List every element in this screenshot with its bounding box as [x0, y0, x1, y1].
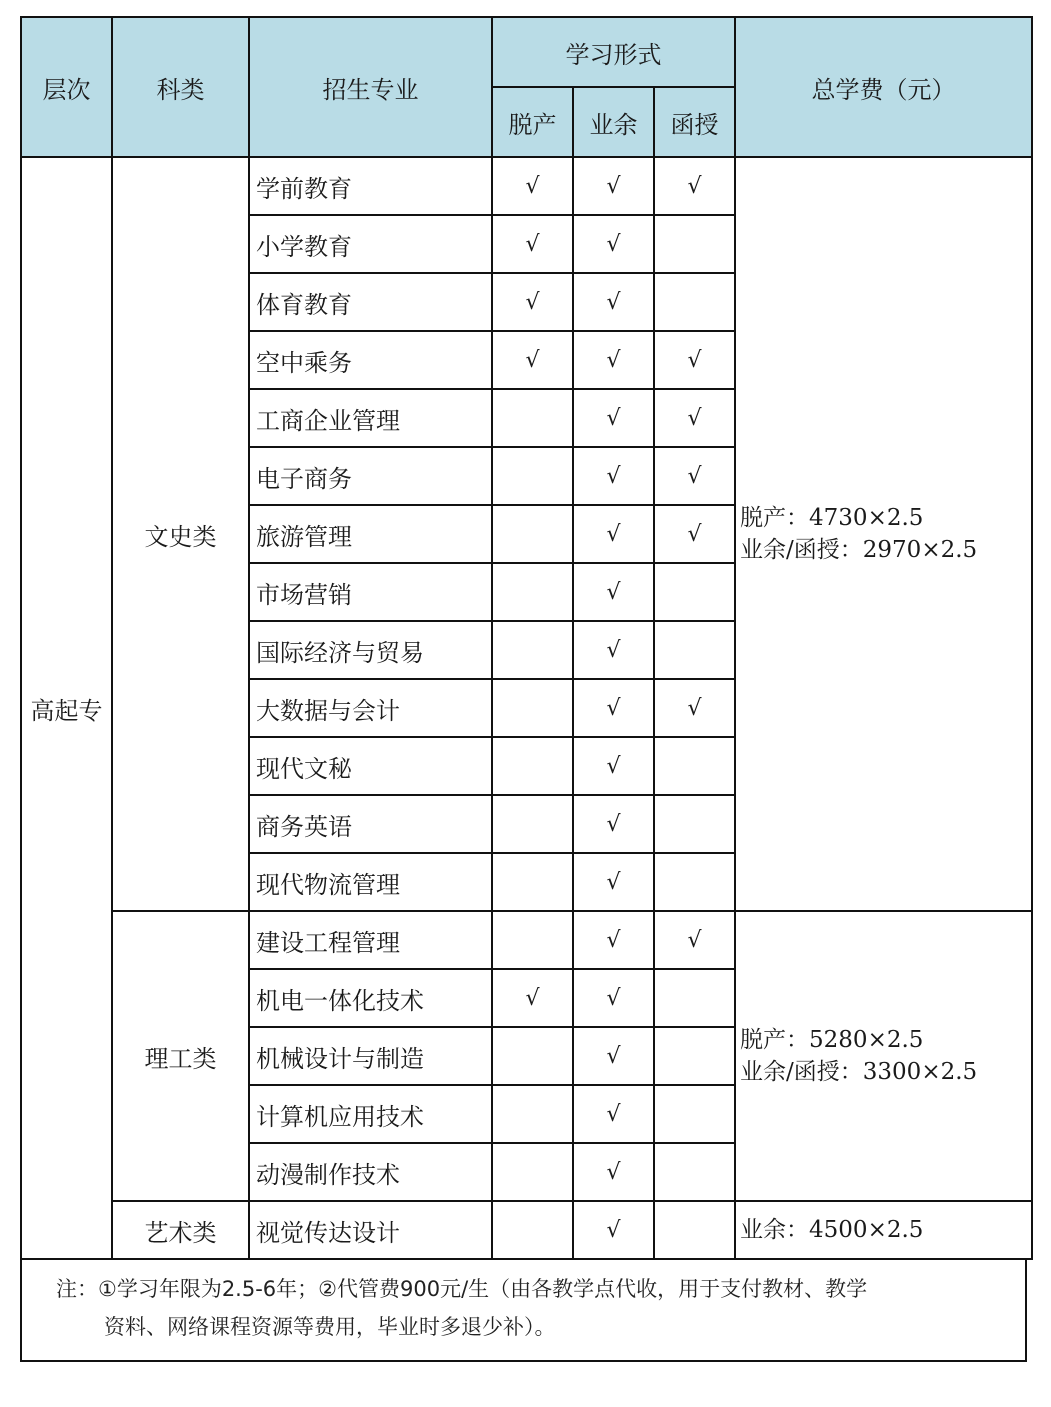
check-yeyu-cell: √ — [573, 1027, 654, 1085]
total-fee-cell — [735, 1201, 1032, 1259]
check-tuochan-cell — [492, 447, 573, 505]
major-name-cell: 动漫制作技术 — [249, 1143, 492, 1201]
check-tuochan-cell: √ — [492, 273, 573, 331]
fee-line: 脱产：5280×2.5 — [740, 1027, 924, 1053]
check-tuochan-cell — [492, 563, 573, 621]
check-hanshou-cell — [654, 1027, 735, 1085]
check-hanshou-cell — [654, 969, 735, 1027]
check-hanshou-cell: √ — [654, 911, 735, 969]
check-hanshou-cell — [654, 273, 735, 331]
major-name-cell: 工商企业管理 — [249, 389, 492, 447]
fee-line: 脱产：4730×2.5 — [740, 505, 924, 531]
fee-line: 业余：4500×2.5 — [740, 1217, 924, 1243]
check-hanshou-cell — [654, 621, 735, 679]
fee-line: 业余/函授：2970×2.5 — [740, 537, 978, 563]
header-total-fee: 总学费（元） — [735, 17, 1032, 157]
check-tuochan-cell — [492, 737, 573, 795]
major-name-cell: 机械设计与制造 — [249, 1027, 492, 1085]
check-hanshou-cell — [654, 795, 735, 853]
check-tuochan-cell — [492, 853, 573, 911]
check-tuochan-cell: √ — [492, 157, 573, 215]
major-name-cell: 国际经济与贸易 — [249, 621, 492, 679]
header-level: 层次 — [21, 17, 112, 157]
header-study-form: 学习形式 — [492, 17, 735, 87]
major-name-cell: 计算机应用技术 — [249, 1085, 492, 1143]
check-yeyu-cell: √ — [573, 1085, 654, 1143]
check-hanshou-cell: √ — [654, 679, 735, 737]
check-tuochan-cell — [492, 911, 573, 969]
major-name-cell: 旅游管理 — [249, 505, 492, 563]
table-row — [21, 1201, 1032, 1259]
check-tuochan-cell — [492, 1201, 573, 1259]
table-row — [21, 157, 1032, 215]
header-form-hanshou: 函授 — [654, 87, 735, 157]
check-hanshou-cell: √ — [654, 447, 735, 505]
major-name-cell: 视觉传达设计 — [249, 1201, 492, 1259]
check-tuochan-cell — [492, 1143, 573, 1201]
check-tuochan-cell — [492, 621, 573, 679]
total-fee-cell — [735, 157, 1032, 911]
check-hanshou-cell — [654, 1143, 735, 1201]
check-yeyu-cell: √ — [573, 1143, 654, 1201]
check-yeyu-cell: √ — [573, 447, 654, 505]
check-yeyu-cell: √ — [573, 273, 654, 331]
check-hanshou-cell: √ — [654, 157, 735, 215]
check-tuochan-cell — [492, 389, 573, 447]
check-hanshou-cell — [654, 563, 735, 621]
check-hanshou-cell — [654, 737, 735, 795]
major-name-cell: 机电一体化技术 — [249, 969, 492, 1027]
major-name-cell: 商务英语 — [249, 795, 492, 853]
check-yeyu-cell: √ — [573, 679, 654, 737]
table-row — [21, 911, 1032, 969]
check-yeyu-cell: √ — [573, 563, 654, 621]
major-name-cell: 学前教育 — [249, 157, 492, 215]
major-name-cell: 现代物流管理 — [249, 853, 492, 911]
check-hanshou-cell — [654, 215, 735, 273]
category-cell: 艺术类 — [112, 1201, 249, 1259]
check-tuochan-cell — [492, 1085, 573, 1143]
level-cell: 高起专 — [21, 157, 112, 1259]
header-major: 招生专业 — [249, 17, 492, 157]
check-hanshou-cell — [654, 1201, 735, 1259]
check-hanshou-cell — [654, 1085, 735, 1143]
footnote-line-2: 资料、网络课程资源等费用，毕业时多退少补）。 — [104, 1315, 556, 1339]
header-category: 科类 — [112, 17, 249, 157]
major-name-cell: 体育教育 — [249, 273, 492, 331]
check-yeyu-cell: √ — [573, 853, 654, 911]
major-name-cell: 市场营销 — [249, 563, 492, 621]
header-form-yeyu: 业余 — [573, 87, 654, 157]
check-yeyu-cell: √ — [573, 911, 654, 969]
check-yeyu-cell: √ — [573, 969, 654, 1027]
category-cell: 理工类 — [112, 911, 249, 1201]
check-yeyu-cell: √ — [573, 215, 654, 273]
check-yeyu-cell: √ — [573, 621, 654, 679]
check-yeyu-cell: √ — [573, 795, 654, 853]
check-yeyu-cell: √ — [573, 157, 654, 215]
major-name-cell: 大数据与会计 — [249, 679, 492, 737]
check-yeyu-cell: √ — [573, 331, 654, 389]
check-hanshou-cell: √ — [654, 331, 735, 389]
check-tuochan-cell — [492, 1027, 573, 1085]
table-body — [21, 157, 1032, 1259]
category-cell: 文史类 — [112, 157, 249, 911]
major-name-cell: 空中乘务 — [249, 331, 492, 389]
check-tuochan-cell: √ — [492, 969, 573, 1027]
enrollment-fee-table — [20, 16, 1033, 1260]
major-name-cell: 电子商务 — [249, 447, 492, 505]
major-name-cell: 建设工程管理 — [249, 911, 492, 969]
check-yeyu-cell: √ — [573, 1201, 654, 1259]
check-hanshou-cell: √ — [654, 505, 735, 563]
major-name-cell: 现代文秘 — [249, 737, 492, 795]
check-tuochan-cell: √ — [492, 215, 573, 273]
check-tuochan-cell: √ — [492, 331, 573, 389]
check-hanshou-cell: √ — [654, 389, 735, 447]
total-fee-cell — [735, 911, 1032, 1201]
major-name-cell: 小学教育 — [249, 215, 492, 273]
check-yeyu-cell: √ — [573, 505, 654, 563]
footnote — [20, 1260, 1027, 1362]
check-yeyu-cell: √ — [573, 737, 654, 795]
check-hanshou-cell — [654, 853, 735, 911]
fee-table-container — [20, 16, 1031, 1362]
check-tuochan-cell — [492, 679, 573, 737]
check-tuochan-cell — [492, 505, 573, 563]
footnote-line-1: 注：①学习年限为2.5-6年；②代管费900元/生（由各教学点代收，用于支付教材、教学 — [56, 1277, 868, 1301]
check-tuochan-cell — [492, 795, 573, 853]
check-yeyu-cell: √ — [573, 389, 654, 447]
fee-line: 业余/函授：3300×2.5 — [740, 1059, 978, 1085]
header-form-tuochan: 脱产 — [492, 87, 573, 157]
